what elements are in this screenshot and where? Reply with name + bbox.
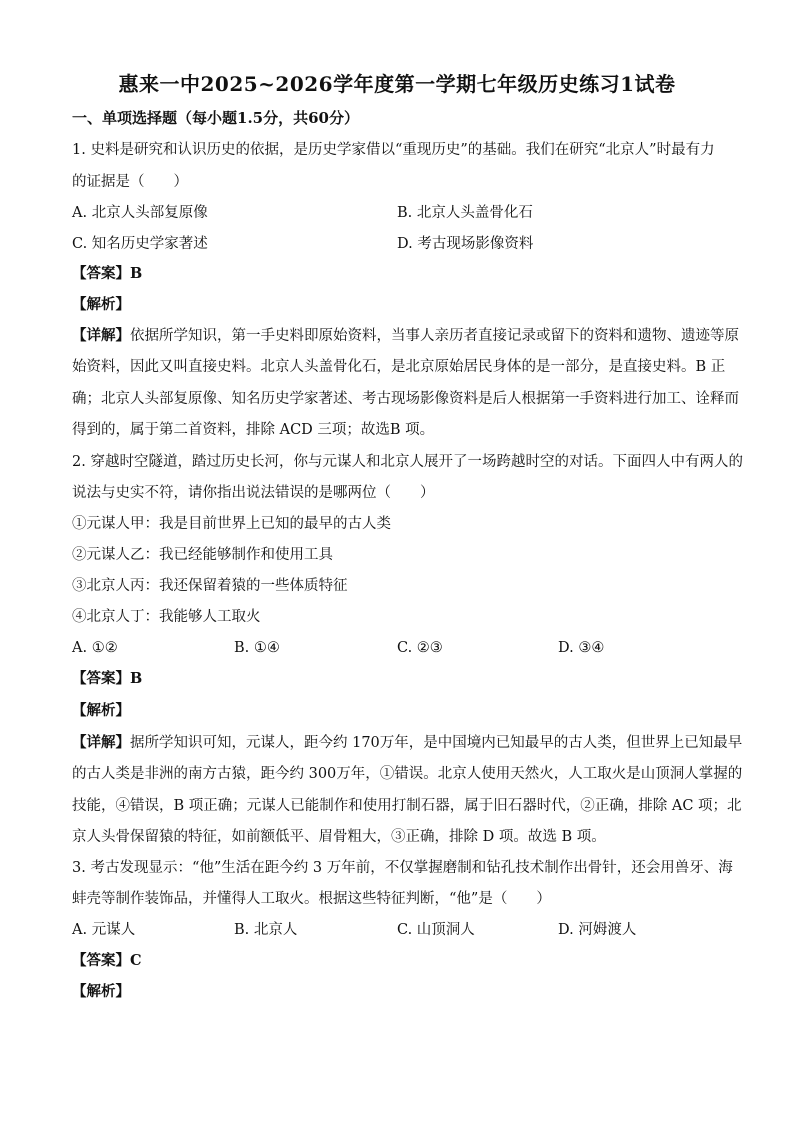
q1-stem-line1: 1. 史料是研究和认识历史的依据，是历史学家借以“重现历史”的基础。我们在研究“北京人”时最有力 [72, 142, 715, 158]
q1-detail-line3: 确；北京人头部复原像、知名历史学家著述、考古现场影像资料是后人根据第一手资料进行加工、诠释而 [72, 391, 739, 407]
q3-answer: 【答案】C [72, 952, 142, 969]
q2-analysis-label: 【解析】 [72, 702, 130, 719]
q2-statement-2: ②元谋人乙：我已经能够制作和使用工具 [72, 547, 333, 563]
q2-detail-text: 据所学知识可知，元谋人，距今约 170万年，是中国境内已知最早的古人类，但世界上已知最早 [130, 735, 743, 751]
q3-option-b: B. 北京人 [234, 922, 298, 938]
page-title: 惠来一中2025~2026学年度第一学期七年级历史练习1试卷 [118, 72, 676, 96]
q2-statement-4: ④北京人丁：我能够人工取火 [72, 609, 261, 625]
q3-option-c: C. 山顶洞人 [397, 922, 475, 938]
q2-option-b: B. ①④ [234, 640, 280, 656]
q2-answer: 【答案】B [72, 670, 143, 687]
q2-statement-1: ①元谋人甲：我是目前世界上已知的最早的古人类 [72, 516, 391, 532]
q2-detail-tag: 【详解】 [72, 734, 130, 751]
q1-detail-line1 [72, 326, 739, 346]
q2-option-d: D. ③④ [558, 640, 605, 656]
q2-stem-line1: 2. 穿越时空隧道，踏过历史长河，你与元谋人和北京人展开了一场跨越时空的对话。下面四人中有两人的 [72, 454, 743, 470]
q1-stem-line2: 的证据是（ ） [72, 174, 188, 190]
q1-option-d: D. 考古现场影像资料 [397, 236, 534, 252]
q3-option-d: D. 河姆渡人 [558, 922, 637, 938]
q3-stem-line2: 蚌壳等制作装饰品，并懂得人工取火。根据这些特征判断，“他”是（ ） [72, 891, 551, 907]
q2-detail-line1 [72, 733, 743, 753]
q1-detail-line4: 得到的，属于第二首资料，排除 ACD 三项；故选B 项。 [72, 422, 435, 438]
q1-detail-tag: 【详解】 [72, 327, 130, 344]
q3-option-a: A. 元谋人 [72, 922, 136, 938]
q1-option-b: B. 北京人头盖骨化石 [397, 205, 533, 221]
q2-detail-line3: 技能，④错误，B 项正确；元谋人已能制作和使用打制石器，属于旧石器时代，②正确，排除 AC 项；北 [72, 798, 742, 814]
q1-detail-line2: 始资料，因此又叫直接史料。北京人头盖骨化石，是北京原始居民身体的是一部分，是直接史料。B 正 [72, 359, 726, 375]
q2-stem-line2: 说法与史实不符，请你指出说法错误的是哪两位（ ） [72, 485, 435, 501]
q3-analysis-label: 【解析】 [72, 983, 130, 1000]
q1-option-c: C. 知名历史学家著述 [72, 236, 208, 252]
q2-detail-line4: 京人头骨保留猿的特征，如前额低平、眉骨粗大，③正确，排除 D 项。故选 B 项。 [72, 829, 606, 845]
q2-detail-line2: 的古人类是非洲的南方古猿，距今约 300万年，①错误。北京人使用天然火，人工取火是山顶洞人掌握的 [72, 766, 743, 782]
q1-option-a: A. 北京人头部复原像 [72, 205, 208, 221]
q1-answer: 【答案】B [72, 265, 143, 282]
q3-stem-line1: 3. 考古发现显示：“他”生活在距今约 3 万年前，不仅掌握磨制和钻孔技术制作出骨针，还会用兽牙、海 [72, 860, 733, 876]
q2-option-a: A. ①② [72, 640, 118, 656]
section-heading: 一、单项选择题（每小题1.5分，共60分） [72, 109, 359, 127]
q1-analysis-label: 【解析】 [72, 296, 130, 313]
q2-statement-3: ③北京人丙：我还保留着猿的一些体质特征 [72, 578, 348, 594]
q2-option-c: C. ②③ [397, 640, 443, 656]
q1-detail-text: 依据所学知识，第一手史料即原始资料，当事人亲历者直接记录或留下的资料和遗物、遗迹等原 [130, 328, 739, 344]
